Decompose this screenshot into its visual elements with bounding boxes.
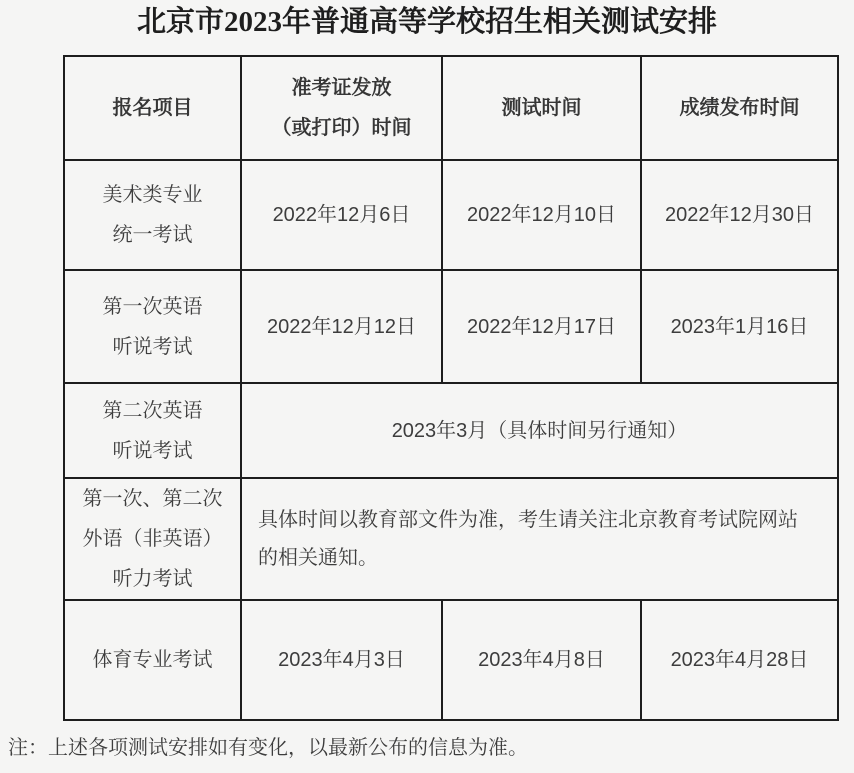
header-cell-test-time: 测试时间 (442, 56, 641, 160)
page-title: 北京市2023年普通高等学校招生相关测试安排 (136, 6, 717, 38)
cell-merged-foreign-language-listening: 具体时间以教育部文件为准，考生请关注北京教育考试院网站的相关通知。 (241, 478, 838, 600)
table-row-english-test-2 (64, 383, 838, 478)
table-row-foreign-language-listening (64, 478, 838, 600)
table-row-sports-exam (64, 600, 838, 720)
cell-result-time-art-exam: 2022年12月30日 (641, 160, 838, 270)
cell-item-english-test-2: 第二次英语 听说考试 (64, 383, 241, 478)
test-schedule-table (63, 55, 839, 721)
header-cell-ticket-time: 准考证发放 （或打印）时间 (241, 56, 442, 160)
cell-ticket-time-sports-exam: 2023年4月3日 (241, 600, 442, 720)
cell-item-sports-exam: 体育专业考试 (64, 600, 241, 720)
cell-result-time-sports-exam: 2023年4月28日 (641, 600, 838, 720)
cell-test-time-english-test-1: 2022年12月17日 (442, 270, 641, 383)
table-row-english-test-1 (64, 270, 838, 383)
cell-test-time-sports-exam: 2023年4月8日 (442, 600, 641, 720)
header-cell-registration-item: 报名项目 (64, 56, 241, 160)
cell-merged-english-test-2: 2023年3月（具体时间另行通知） (241, 383, 838, 478)
cell-item-art-exam: 美术类专业 统一考试 (64, 160, 241, 270)
cell-ticket-time-art-exam: 2022年12月6日 (241, 160, 442, 270)
cell-test-time-art-exam: 2022年12月10日 (442, 160, 641, 270)
footnote: 注：上述各项测试安排如有变化，以最新公布的信息为准。 (8, 737, 528, 759)
cell-result-time-english-test-1: 2023年1月16日 (641, 270, 838, 383)
cell-ticket-time-english-test-1: 2022年12月12日 (241, 270, 442, 383)
table-header-row (64, 56, 838, 160)
cell-item-english-test-1: 第一次英语 听说考试 (64, 270, 241, 383)
header-cell-result-time: 成绩发布时间 (641, 56, 838, 160)
cell-item-foreign-language-listening: 第一次、第二次 外语（非英语） 听力考试 (64, 478, 241, 600)
table-row-art-exam (64, 160, 838, 270)
